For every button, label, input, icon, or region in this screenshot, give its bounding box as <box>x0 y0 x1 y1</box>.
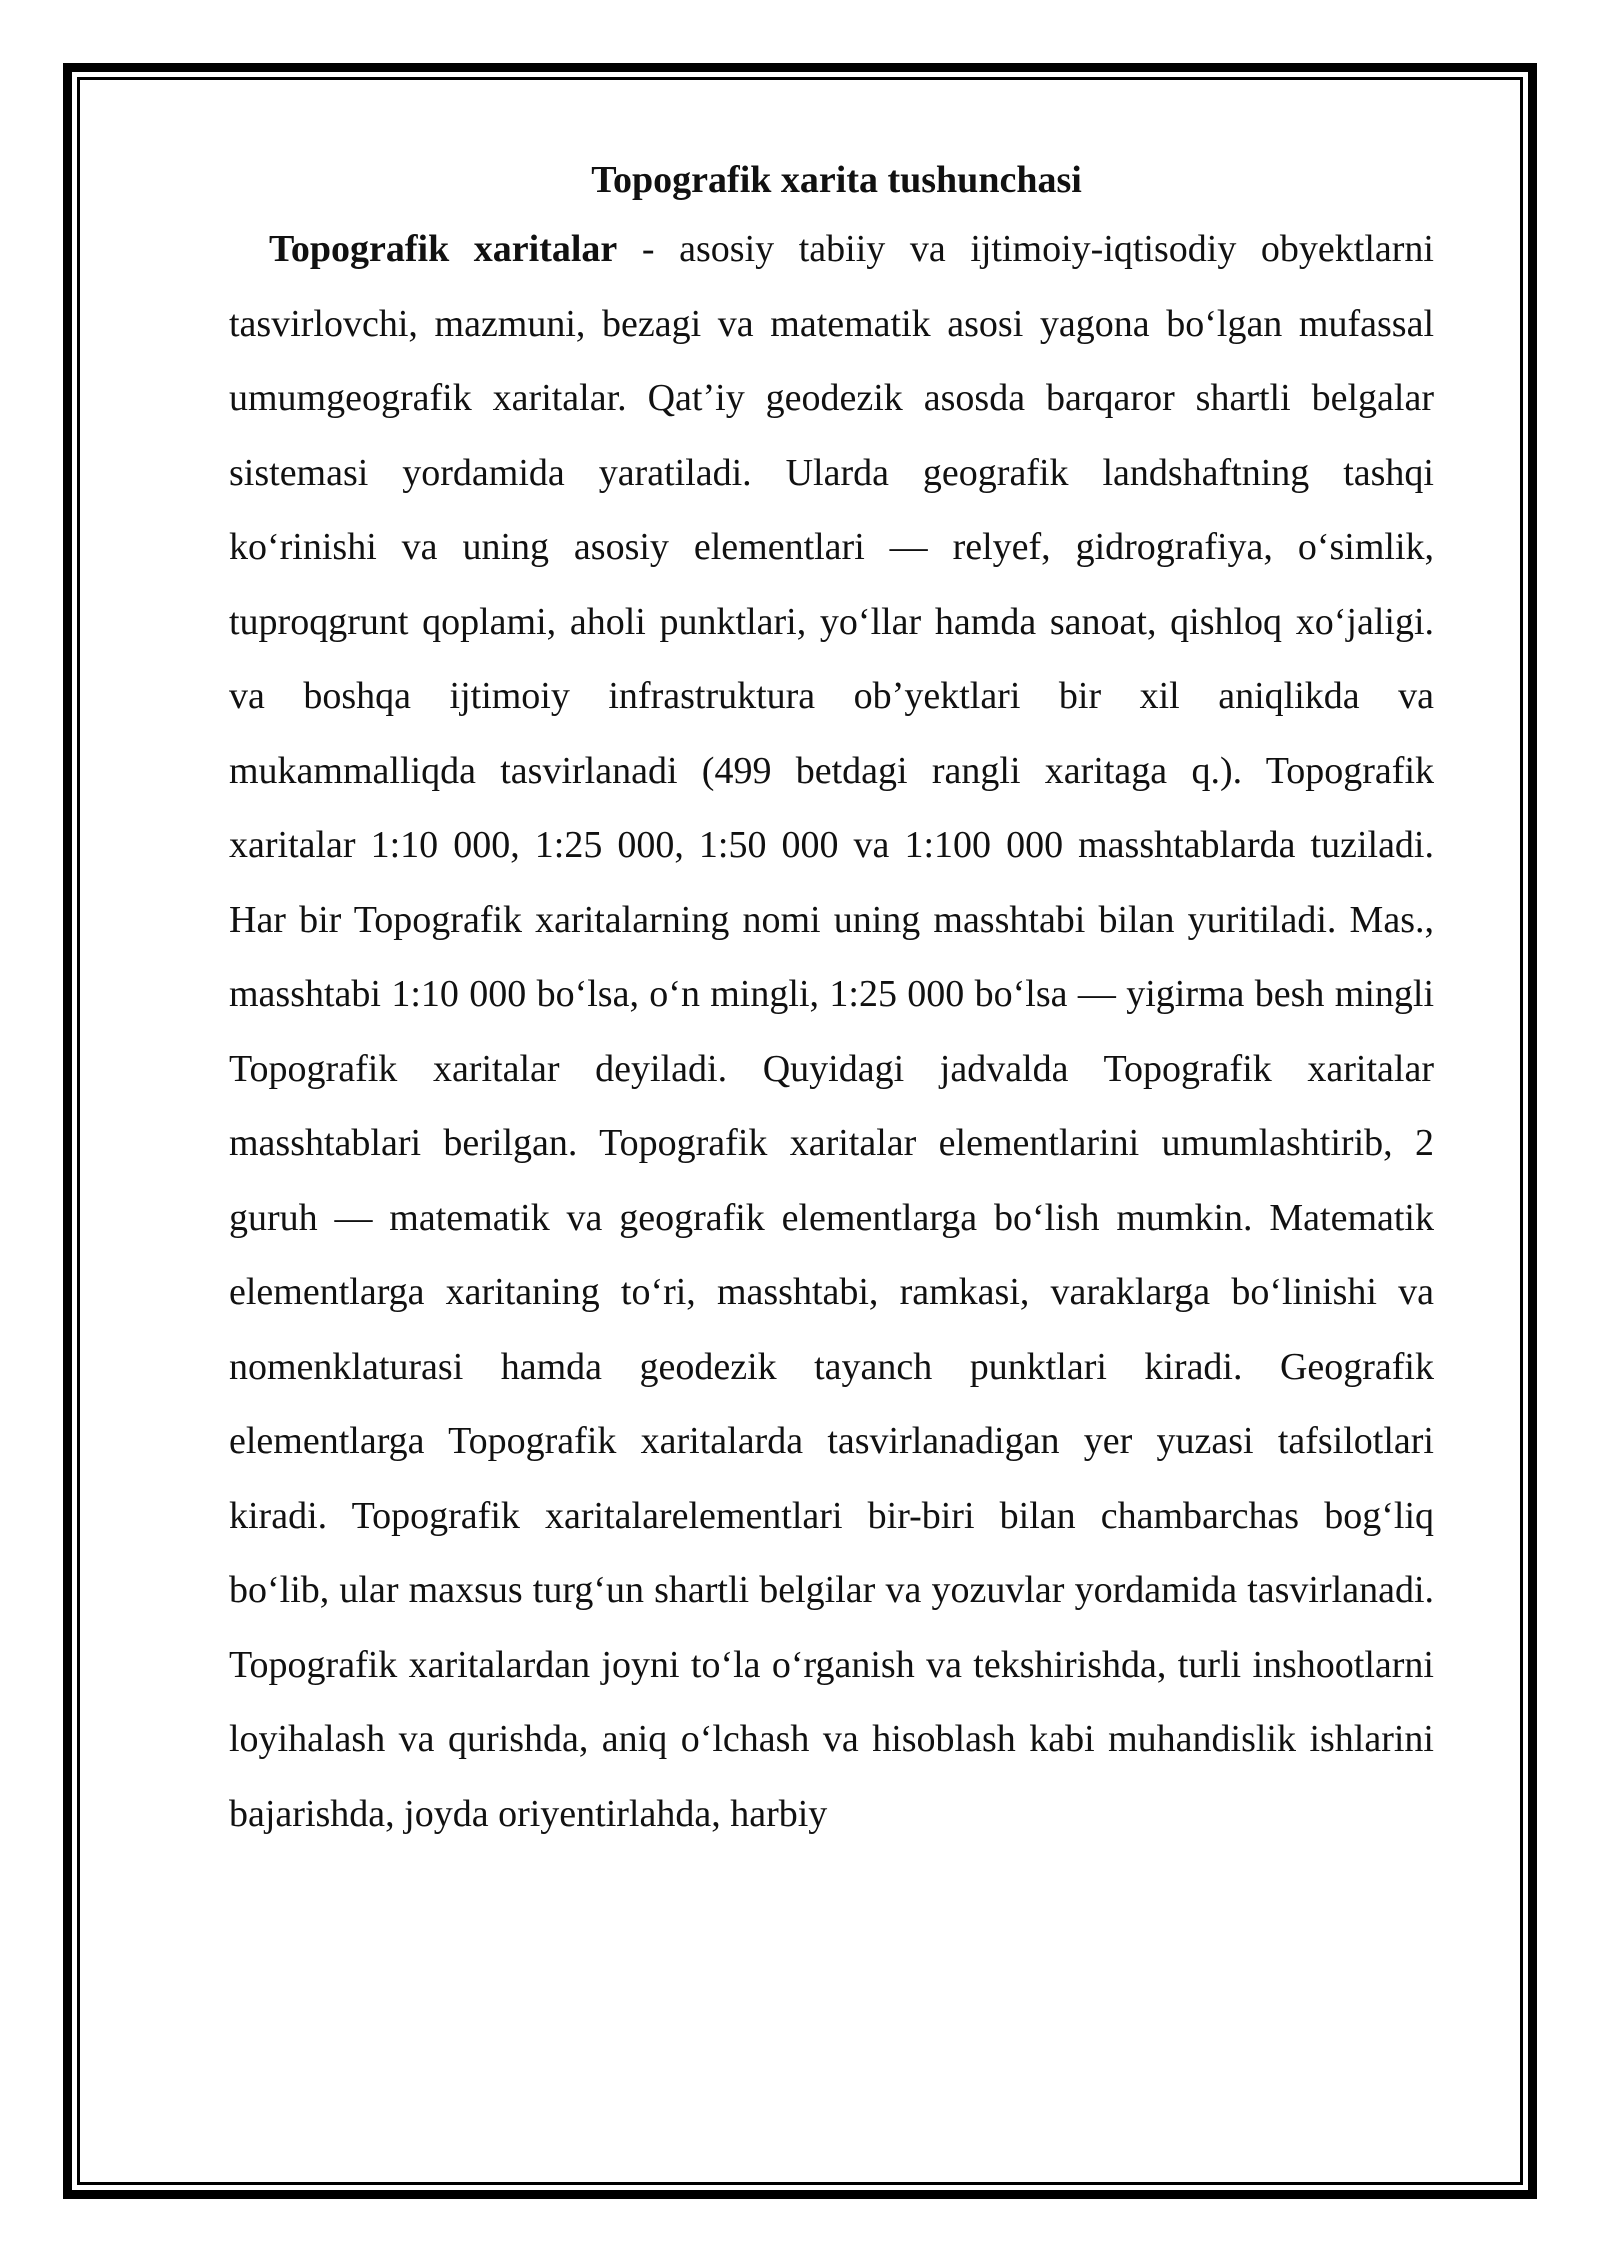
body-paragraph <box>229 212 1434 1851</box>
paragraph-text: - asosiy tabiiy va ijtimoiy-iqtisodiy obyektlarni tasvirlovchi, mazmuni, bezagi va matematik asosi yagona boʻlgan mufassal umumgeografik xaritalar. Qatʼiy geodezik asosda barqaror shartli belgalar sistemasi yordamida yaratiladi. Ularda geografik landshaftning tashqi koʻrinishi va uning asosiy elementlari — relyef, gidrografiya, oʻsimlik, tuproqgrunt qoplami, aholi punktlari, yoʻllar hamda sanoat, qishloq xoʻjaligi. va boshqa ijtimoiy infrastruktura obʼyektlari bir xil aniqlikda va mukammalliqda tasvirlanadi (499 betdagi rangli xaritaga q.). Topografik xaritalar 1:10 000, 1:25 000, 1:50 000 va 1:100 000 masshtablarda tuziladi. Har bir Topografik xaritalarning nomi uning masshtabi bilan yuritiladi. Mas., masshtabi 1:10 000 boʻlsa, oʻn mingli, 1:25 000 boʻlsa — yigirma besh mingli Topografik xaritalar deyiladi. Quyidagi jadvalda Topografik xaritalar masshtablari berilgan. Topografik xaritalar elementlarini umumlashtirib, 2 guruh — matematik va geografik elementlarga boʻlish mumkin. Matematik elementlarga xaritaning toʻri, masshtabi, ramkasi, varaklarga boʻlinishi va nomenklaturasi hamda geodezik tayanch punktlari kiradi. Geografik elementlarga Topografik xaritalarda tasvirlanadigan yer yuzasi tafsilotlari kiradi. Topografik xaritalarelementlari bir-biri bilan chambarchas bogʻliq boʻlib, ular maxsus turgʻun shartli belgilar va yozuvlar yordamida tasvirlanadi. Topografik xaritalardan joyni toʻla oʻrganish va tekshirishda, turli inshootlarni loyihalash va qurishda, aniq oʻlchash va hisoblash kabi muhandislik ishlarini bajarishda, joyda oriyentirlahda, harbiy <box>229 228 1434 1835</box>
defined-term: Topografik xaritalar <box>269 228 618 270</box>
document-title: Topografik xarita tushunchasi <box>591 159 1082 201</box>
document-content <box>229 148 1434 1851</box>
